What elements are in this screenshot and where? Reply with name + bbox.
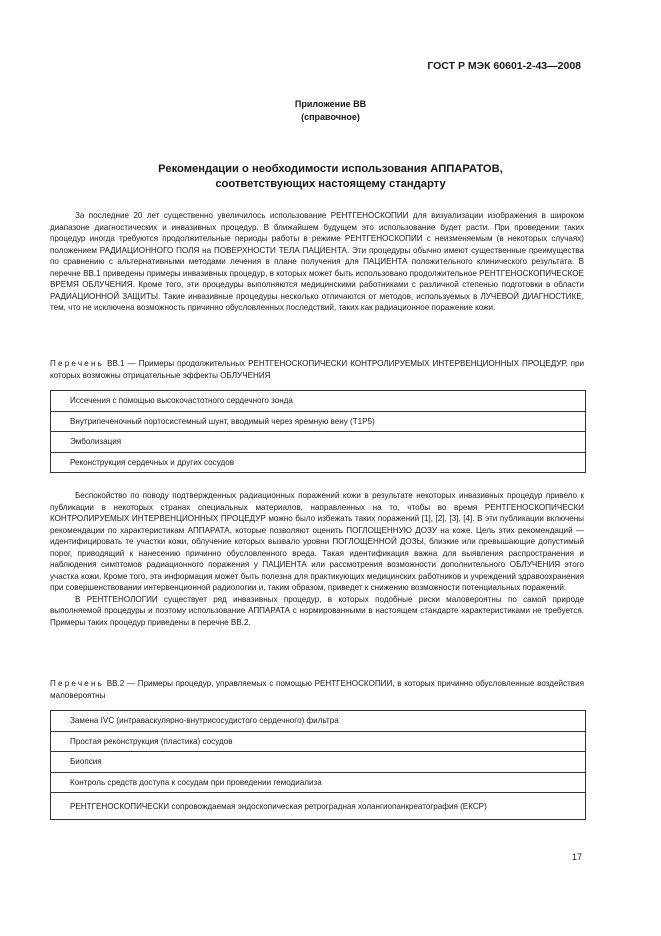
table-row: [51, 391, 586, 412]
list-item: Реконструкция сердечных и других сосудов: [51, 452, 586, 473]
document-code: ГОСТ Р МЭК 60601-2-43—2008: [427, 60, 581, 72]
table-row: [51, 731, 586, 752]
paragraph-intro: [50, 210, 584, 314]
table-row: [51, 432, 586, 453]
list2-table-wrap: [50, 710, 586, 820]
paragraph-concern-text: Беспокойство по поводу подтвержденных радиационных поражений кожи в результате некоторых инвазивных процедур привело к публикации в некоторых странах специальных материалов, направленных на то, чтобы во время РЕНТГЕНОСКОПИЧЕСКИ КОНТРОЛИРУЕМЫХ ИНТЕРВЕНЦИОННЫХ ПРОЦЕДУР можно было избежать таких поражений [1], [2], [3], [4]. В эти публикации включены рекомендации по характеристикам АППАРАТА, которые позволяют оценить ПОГЛОЩЕННУЮ ДОЗУ на коже. Цель этих рекомендаций — идентифицировать те участки кожи, облучение которых вызвало уровни ПОГЛОЩЕННОЙ ДОЗЫ, близкие или превышающие допустимый порог, приводящий к нанесению причинно обусловленного вреда. Такая идентификация важна для выявления распространения и наблюдения симптомов радиационного поражения у ПАЦИЕНТА или рассмотрения возможности дополнительного ОБЛУЧЕНИЯ этого участка кожи. Кроме того, эта информация может быть полезна для практикующих медицинских работников и учреждений здравоохранения при совершенствовании интервенционной радиологии и, таким образом, приведет к снижению возможности потенциальных поражений.: [50, 491, 584, 592]
list-item: Эмболизация: [51, 432, 586, 453]
paragraph-intro-text: За последние 20 лет существенно увеличилось использование РЕНТГЕНОСКОПИИ для визуализации изображения в широком диапазоне диагностических и инвазивных процедур. В ближайшем будущем это использование будет расти. При проведении таких процедур иногда требуются продолжительные периоды работы в режиме РЕНТГЕНОСКОПИИ с неизменяемым (в некоторых случаях) положением РАДИАЦИОННОГО ПОЛЯ на ПОВЕРХНОСТИ ТЕЛА ПАЦИЕНТА. Эти процедуры обычно имеют существенные преимущества по сравнению с альтернативными методами лечения в плане получения для ПАЦИЕНТА положительного клинического результата. В перечне ВВ.1 приведены примеры инвазивных процедур, в которых может быть использовано продолжительное РЕНТГЕНОСКОПИЧЕСКОЕ ВРЕМЯ ОБЛУЧЕНИЯ. Кроме того, эти процедуры выполняются медицинскими работниками с различной степенью подготовки в области РАДИАЦИОННОЙ ЗАЩИТЫ. Такие инвазивные процедуры несколько отличаются от методов, используемых в ЛУЧЕВОЙ ДИАГНОСТИКЕ, тем, что не исключена возможность причинно обусловленных последствий, таких как радиационное поражение кожи.: [50, 211, 584, 312]
list2-caption-text: ВВ.2 — Примеры процедур, управляемых с помощью РЕНТГЕНОСКОПИИ, в которых причинно обусловленные воздействия маловероятны: [50, 679, 584, 700]
annex-kind: (справочное): [301, 112, 360, 122]
list2-caption: [50, 678, 584, 701]
table-row: [51, 793, 586, 820]
list1-caption: [50, 358, 584, 381]
list1-table: [50, 390, 586, 473]
table-row: [51, 452, 586, 473]
table-row: [51, 711, 586, 732]
table-row: [51, 411, 586, 432]
section-title-line2: соответствующих настоящему стандарту: [215, 178, 446, 190]
page-number: 17: [572, 852, 583, 862]
list-item: Замена IVC (интраваскулярно-внутрисосудистого сердечного) фильтра: [51, 711, 586, 732]
table-row: [51, 772, 586, 793]
list1-word: Перечень: [50, 359, 105, 368]
section-title-line1: Рекомендации о необходимости использования АППАРАТОВ,: [158, 163, 503, 175]
list-item: Контроль средств доступа к сосудам при проведении гемодиализа: [51, 772, 586, 793]
list-item: Иссечения с помощью высокочастотного сердечного зонда: [51, 391, 586, 412]
list-item: Внутрипеченочный портосистемный шунт, вводимый через яремную вену (Т1Р5): [51, 411, 586, 432]
list2-table: [50, 710, 586, 820]
list2-word: Перечень: [50, 679, 105, 688]
list-item: Биопсия: [51, 752, 586, 773]
list1-table-wrap: [50, 390, 586, 473]
paragraph-concern: [50, 490, 584, 628]
list-item: Простая реконструкция (пластика) сосудов: [51, 731, 586, 752]
paragraph-radiology-text: В РЕНТГЕНОЛОГИИ существует ряд инвазивных процедур, в которых подобные риски маловероятны по самой природе выполняемой процедуры и поэтому использование АППАРАТА с нормированными в настоящем стандарте характеристиками не требуется. Примеры таких процедур приведены в перечне ВВ.2.: [50, 594, 584, 627]
list1-caption-text: ВВ.1 — Примеры продолжительных РЕНТГЕНОСКОПИЧЕСКИ КОНТРОЛИРУЕМЫХ ИНТЕРВЕНЦИОННЫХ ПРОЦЕДУР, при которых возможны отрицательные эффекты ОБЛУЧЕНИЯ: [50, 359, 584, 380]
list-item: РЕНТГЕНОСКОПИЧЕСКИ сопровождаемая эндоскопическая ретроградная холангиопанкреатография (ЕКСР): [51, 793, 586, 820]
table-row: [51, 752, 586, 773]
annex-title: Приложение ВВ: [294, 99, 367, 109]
